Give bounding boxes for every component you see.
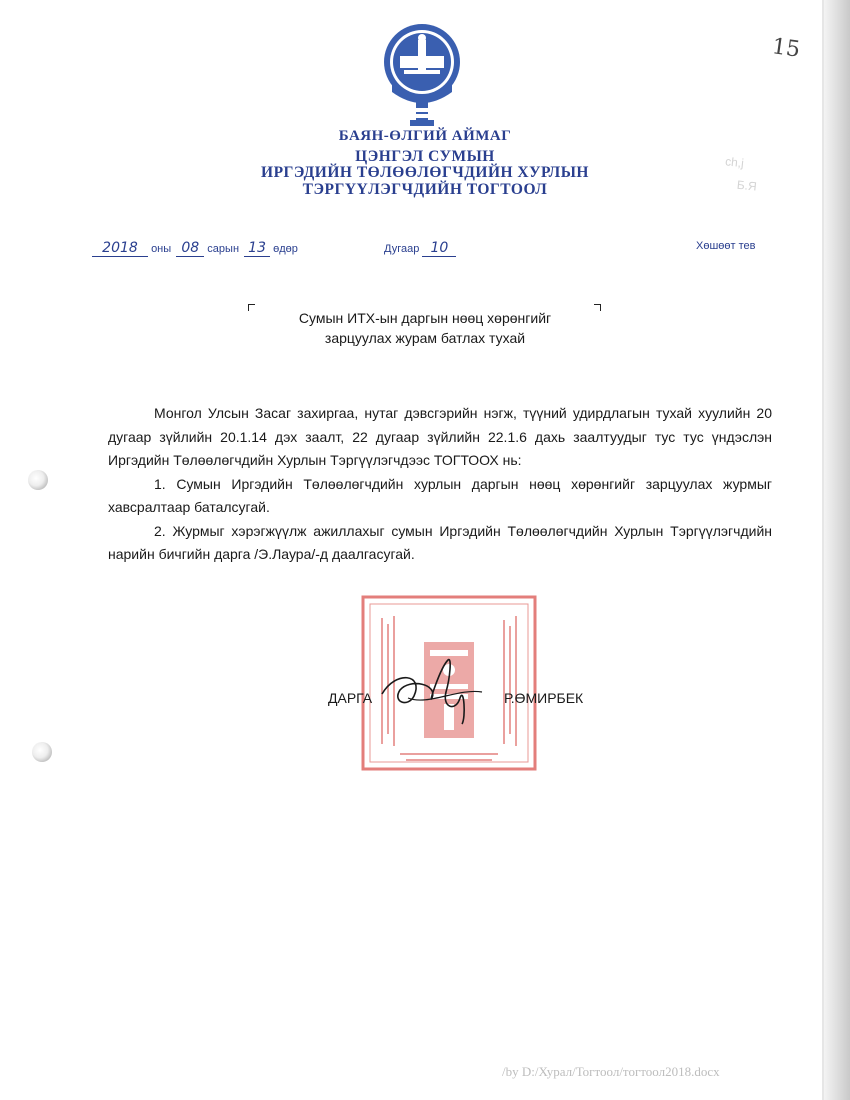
header-aimag: БАЯН-ӨЛГИЙ АЙМАГ bbox=[338, 128, 512, 144]
date-day-label: өдөр bbox=[273, 243, 298, 255]
date-month: 08 bbox=[176, 240, 204, 257]
punch-hole-lower bbox=[32, 742, 52, 762]
signature-title: ДАРГА bbox=[328, 690, 373, 706]
header-sum: ЦЭНГЭЛ СУМЫН bbox=[355, 148, 495, 165]
body-item-2: 2. Журмыг хэрэгжүүлж ажиллахыг сумын Иргэдийн Төлөөлөгчдийн Хурлын Тэргүүлэгчдийн нарийн бичгийн дарга /Э.Лаура/-д даалгасугай. bbox=[108, 522, 772, 562]
header-council: ИРГЭДИЙН ТӨЛӨӨЛӨГЧДИЙН ХУРЛЫН bbox=[261, 164, 589, 181]
subject-line-1: Сумын ИТХ-ын даргын нөөц хөрөнгийг bbox=[298, 310, 552, 326]
subject-line-2: зарцуулах журам батлах тухай bbox=[324, 330, 526, 346]
file-path-footer: /by D:/Хурал/Тогтоол/тогтоол2018.docx bbox=[502, 1064, 720, 1079]
page-number: 15 bbox=[770, 34, 802, 63]
date-year-label: оны bbox=[151, 243, 172, 255]
number-label: Дугаар bbox=[384, 243, 420, 255]
resolution-body bbox=[108, 402, 772, 567]
date-line bbox=[92, 240, 298, 257]
date-day: 13 bbox=[244, 240, 270, 257]
date-year: 2018 bbox=[92, 240, 148, 257]
state-emblem-icon bbox=[382, 22, 462, 130]
body-intro: Монгол Улсын Засаг захиргаа, нутаг дэвсгэрийн нэгж, түүний удирдлагын тухай хуулийн 20 дугаар зүйлийн 20.1.14 дэх заалт, 22 дугаар зүйлийн 22.1.6 дахь заалтуудыг тус тус үндэслэн Иргэдийн Төлөөлөгчдийн Хурлын Тэргүүлэгчдээс ТОГТООХ нь: bbox=[108, 405, 772, 468]
number-value: 10 bbox=[422, 240, 456, 257]
resolution-subject bbox=[0, 308, 850, 348]
signatory-name: Р.ӨМИРБЕК bbox=[504, 690, 584, 706]
resolution-number bbox=[384, 240, 456, 257]
date-month-label: сарын bbox=[207, 243, 240, 255]
header-resolution: ТЭРГҮҮЛЭГЧДИЙН ТОГТООЛ bbox=[302, 181, 548, 198]
faint-marginal-notes: ch,j Б.Я bbox=[724, 154, 758, 194]
place-name: Хөшөөт тев bbox=[696, 240, 756, 252]
handwritten-signature-icon bbox=[378, 648, 488, 728]
punch-hole-upper bbox=[28, 470, 48, 490]
body-item-1: 1. Сумын Иргэдийн Төлөөлөгчдийн хурлын даргын нөөц хөрөнгийг зарцуулах журмыг хавсралтаар баталсугай. bbox=[108, 475, 772, 515]
